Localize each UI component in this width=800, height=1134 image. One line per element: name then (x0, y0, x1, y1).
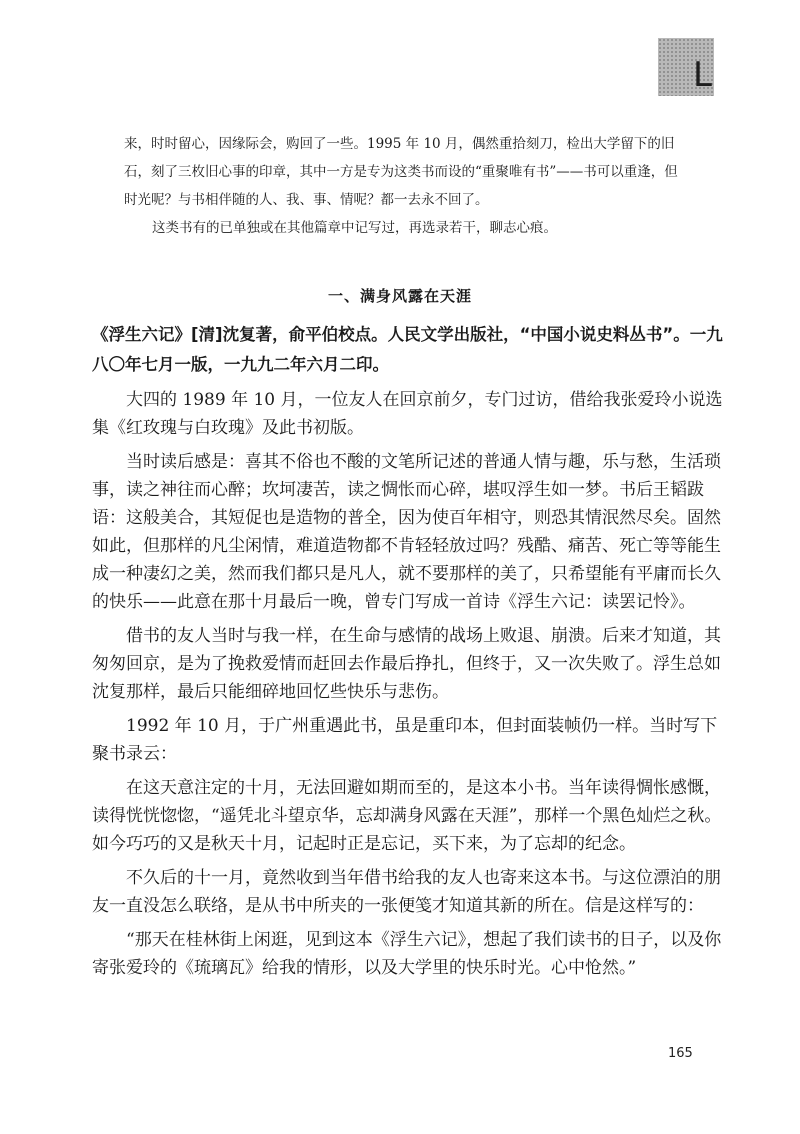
body-paragraph: 大四的 1989 年 10 月，一位友人在回京前夕，专门过访，借给我张爱玲小说选集《红玫瑰与白玫瑰》及此书初版。 (92, 390, 723, 438)
body-paragraph: 在这天意注定的十月，无法回避如期而至的，是这本小书。当年读得惆怅感慨，读得恍恍惚惚，“遥凭北斗望京华，忘却满身风露在天涯”，那样一个黑色灿烂之秋。如今巧巧的又是秋天十月，记起时正是忘记，买下来，为了忘却的纪念。 (92, 778, 722, 854)
body-paragraph: 不久后的十一月，竟然收到当年借书给我的友人也寄来这本书。与这位漂泊的朋友一直没怎么联络，是从书中所夹的一张便笺才知道其新的所在。信是这样写的： (92, 868, 721, 916)
page-number: 165 (668, 1046, 693, 1061)
body-paragraph: 借书的友人当时与我一样，在生命与感情的战场上败退、崩溃。后来才知道，其匆匆回京，是为了挽救爱情而赶回去作最后挣扎，但终于，又一次失败了。浮生总如沈复那样，最后只能细碎地回忆些快乐与悲伤。 (92, 626, 721, 702)
section-heading: 一、满身风露在天涯 (327, 287, 472, 305)
chapter-letter: L (693, 55, 712, 95)
body-paragraph: “那天在桂林街上闲逛，见到这本《浮生六记》，想起了我们读书的日子，以及你寄张爱玲的《琉璃瓦》给我的情形，以及大学里的快乐时光。心中怆然。” (92, 930, 722, 978)
body-paragraph: 当时读后感是：喜其不俗也不酸的文笔所记述的普通人情与趣，乐与愁，生活琐事，读之神往而心醉；坎坷凄苦，读之惆怅而心碎，堪叹浮生如一梦。书后王韬跋语：这般美合，其短促也是造物的普全，因为使百年相守，则恐其情泯然尽矣。固然如此，但那样的凡尘闲情，难道造物都不肯轻轻放过吗？残酷、痛苦、死亡等等能生成一种凄幻之美，然而我们都只是凡人，就不要那样的美了，只希望能有平庸而长久的快乐——此意在那十月最后一晚，曾专门写成一首诗《浮生六记：读罢记怜》。 (92, 452, 721, 612)
intro-paragraph-2: 这类书有的已单独或在其他篇章中记写过，再选录若干，聊志心痕。 (152, 220, 557, 236)
intro-paragraph-1: 来，时时留心，因缘际会，购回了一些。1995 年 10 月，偶然重拾刻刀，检出大学留下的旧石，刻了三枚旧心事的印章，其中一方是专为这类书而设的“重聚唯有书”——书可以重逢，但时光呢？与书相伴随的人、我、事、情呢？都一去永不回了。 (124, 136, 678, 208)
intro-block (124, 130, 690, 242)
chapter-tab (658, 38, 714, 96)
article-body (92, 320, 724, 988)
book-entry: 《浮生六记》[清]沈复著，俞平伯校点。人民文学出版社，“中国小说史料丛书”。一九八〇年七月一版，一九九二年六月二印。 (92, 325, 723, 374)
body-paragraph: 1992 年 10 月，于广州重遇此书，虽是重印本，但封面装帧仍一样。当时写下聚书录云： (92, 716, 718, 764)
